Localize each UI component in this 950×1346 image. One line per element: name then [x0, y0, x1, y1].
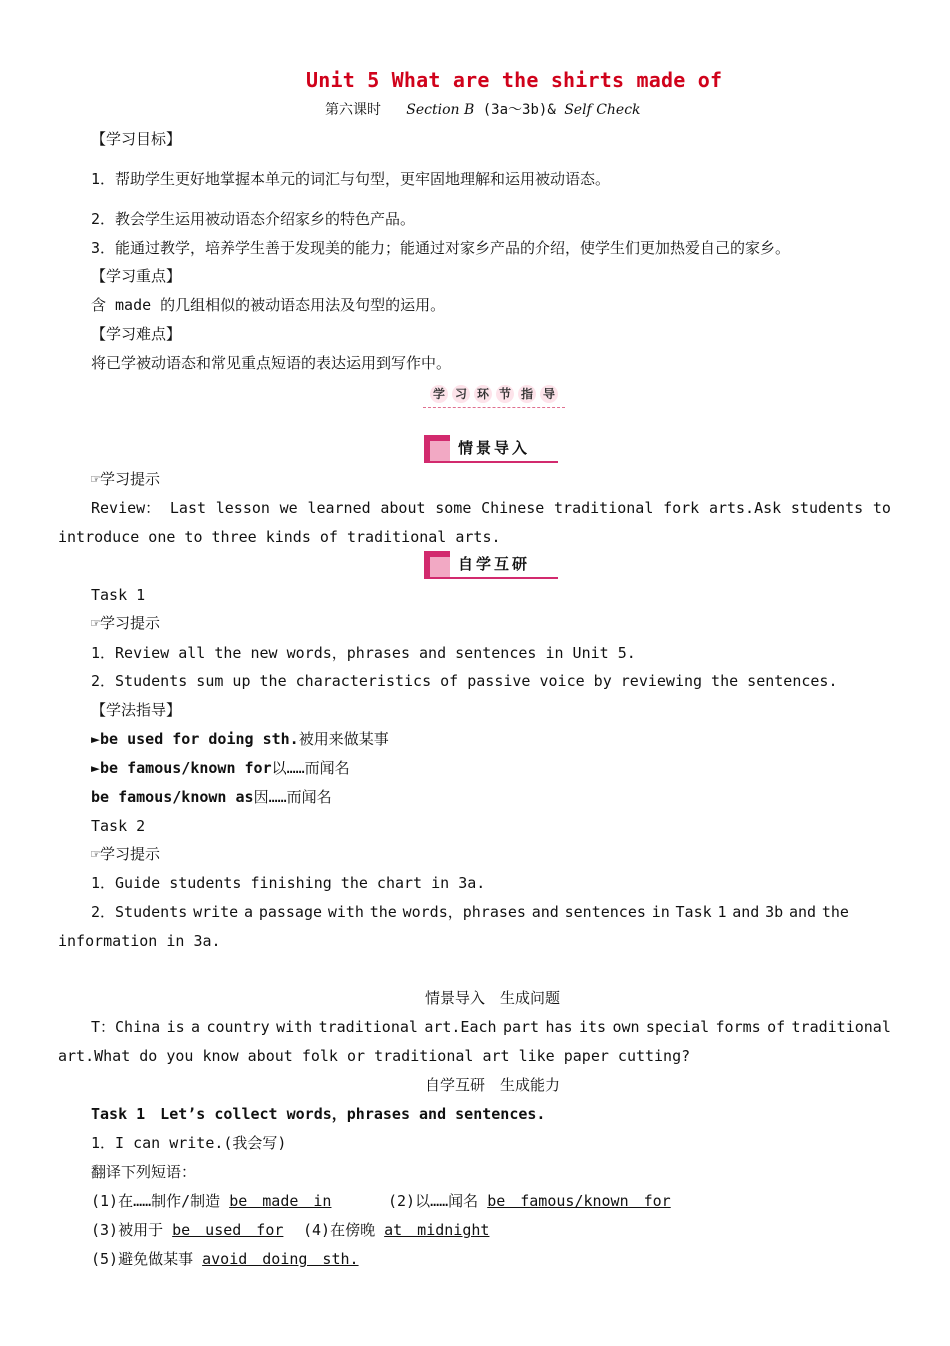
word: learned	[307, 499, 371, 517]
word: forms	[715, 1018, 761, 1036]
task2-tip: ☞学习提示	[91, 845, 161, 863]
teacher-line-2: art.What do you know about folk or traditional art like paper cutting?	[58, 1047, 691, 1065]
phrase-3-cn: (3)被用于	[91, 1221, 164, 1239]
word: 1	[717, 903, 727, 921]
objective-3: 3．能通过教学，培养学生善于发现美的能力；能通过对家乡产品的介绍，使学生们更加热爱自己的家乡。	[91, 239, 791, 257]
objectives-heading: 【学习目标】	[91, 130, 182, 148]
intro-tip: ☞学习提示	[91, 470, 161, 488]
method-2-en: ►be famous/known for	[91, 759, 272, 777]
word: arts.Ask	[708, 499, 782, 517]
task1-label: Task 1	[91, 586, 146, 604]
phrase-2-answer: be famous/known for	[487, 1192, 671, 1210]
phrase-5-answer: avoid doing sth.	[202, 1250, 359, 1268]
objective-2: 2．教会学生运用被动语态介绍家乡的特色产品。	[91, 210, 416, 228]
section-square-icon	[424, 435, 450, 461]
phrase-row-3	[91, 1220, 283, 1240]
phrase-row-4	[303, 1220, 489, 1240]
word: Last	[169, 499, 207, 517]
word: traditional	[791, 1018, 891, 1036]
banner-char: 习	[452, 385, 470, 403]
word: special	[645, 1018, 710, 1036]
phrase-1-answer: be made in	[229, 1192, 332, 1210]
subtitle-cn: 第六课时	[325, 102, 381, 118]
word: we	[279, 499, 298, 517]
banner-char: 导	[540, 385, 558, 403]
word: Task	[675, 903, 712, 921]
phrase-row-1	[91, 1191, 331, 1211]
review-line-1	[91, 498, 891, 518]
task1-item-2: 2．Students sum up the characteristics of passive voice by reviewing the sentences.	[91, 672, 838, 690]
word: write	[193, 903, 239, 921]
word: traditional	[318, 1018, 418, 1036]
task2-item-1: 1．Guide students finishing the chart in 3a.	[91, 874, 486, 892]
word: a	[244, 903, 254, 921]
method-1	[91, 729, 389, 749]
word: T：China	[91, 1018, 161, 1036]
word: in	[651, 903, 670, 921]
phrase-1-cn: (1)在……制作/制造	[91, 1192, 221, 1210]
word: the	[369, 903, 397, 921]
word: has	[545, 1018, 573, 1036]
banner-char: 节	[496, 385, 514, 403]
word: its	[578, 1018, 607, 1036]
word: with	[276, 1018, 313, 1036]
word: Review：	[91, 499, 161, 517]
task2-item-2-line-2: information in 3a.	[58, 932, 221, 950]
word: about	[380, 499, 426, 517]
key-points-text: 含 made 的几组相似的被动语态用法及句型的运用。	[91, 296, 446, 314]
subtitle-check: Self Check	[564, 102, 641, 118]
phrase-3-answer: be used for	[172, 1221, 284, 1239]
word: lesson	[215, 499, 270, 517]
method-1-en: ►be used for doing sth.	[91, 730, 299, 748]
word: traditional	[554, 499, 654, 517]
word: is	[166, 1018, 185, 1036]
part-self-task1: Task 1 Let’s collect words，phrases and sentences.	[91, 1105, 546, 1123]
method-heading: 【学法指导】	[91, 701, 182, 719]
word: art.Each	[424, 1018, 497, 1036]
document-title: Unit 5 What are the shirts made of	[306, 68, 723, 92]
banner-char: 学	[430, 385, 448, 403]
word: own	[612, 1018, 640, 1036]
part-intro-heading: 情景导入 生成问题	[424, 989, 560, 1007]
task2-item-2-line-1	[91, 902, 849, 922]
word: to	[872, 499, 891, 517]
method-3-en: be famous/known as	[91, 788, 254, 806]
task2-label: Task 2	[91, 817, 146, 835]
method-2-cn: 以……而闻名	[271, 759, 350, 777]
difficulties-text: 将已学被动语态和常见重点短语的表达运用到写作中。	[91, 354, 452, 372]
word: part	[502, 1018, 540, 1036]
section-label: 情景导入	[458, 439, 531, 457]
task1-tip: ☞学习提示	[91, 614, 161, 632]
teacher-line-1	[91, 1017, 891, 1037]
word: 2．Students	[91, 903, 188, 921]
phrase-4-answer: at midnight	[384, 1221, 490, 1239]
section-header-self-study	[424, 551, 558, 579]
difficulties-heading: 【学习难点】	[91, 325, 182, 343]
word: a	[191, 1018, 201, 1036]
banner-char: 指	[518, 385, 536, 403]
method-3	[91, 787, 332, 807]
banner-char: 环	[474, 385, 492, 403]
word: the	[821, 903, 849, 921]
section-header-intro	[424, 435, 558, 463]
word: sentences	[564, 903, 646, 921]
translate-instruction: 翻译下列短语：	[91, 1163, 197, 1181]
word: with	[327, 903, 364, 921]
method-2	[91, 758, 350, 778]
key-points-heading: 【学习重点】	[91, 267, 182, 285]
section-square-icon	[424, 551, 450, 577]
subtitle-range: (3a～3b)&	[482, 102, 556, 118]
subtitle-section: Section B	[406, 102, 475, 118]
objective-1: 1．帮助学生更好地掌握本单元的词汇与句型，更牢固地理解和运用被动语态。	[91, 170, 611, 188]
learning-guide-banner	[423, 381, 565, 408]
word: and	[732, 903, 760, 921]
word: Chinese	[481, 499, 545, 517]
phrase-row-5	[91, 1249, 359, 1269]
word: and	[531, 903, 559, 921]
review-line-2: introduce one to three kinds of traditional arts.	[58, 528, 501, 546]
part-self-heading: 自学互研 生成能力	[424, 1076, 560, 1094]
phrase-row-2	[388, 1191, 671, 1211]
phrase-5-cn: (5)避免做某事	[91, 1250, 194, 1268]
word: words，phrases	[402, 903, 526, 921]
part-self-item-1: 1．I can write.(我会写)	[91, 1134, 287, 1152]
word: and	[788, 903, 817, 921]
method-3-cn: 因……而闻名	[253, 788, 332, 806]
word: passage	[258, 903, 323, 921]
word: fork	[663, 499, 700, 517]
section-label: 自学互研	[458, 555, 531, 573]
phrase-2-cn: (2)以……闻名	[388, 1192, 479, 1210]
method-1-cn: 被用来做某事	[298, 730, 389, 748]
word: country	[206, 1018, 270, 1036]
word: 3b	[765, 903, 784, 921]
word: students	[790, 499, 864, 517]
word: some	[435, 499, 472, 517]
task1-item-1: 1．Review all the new words，phrases and sentences in Unit 5.	[91, 644, 636, 662]
word: of	[767, 1018, 786, 1036]
lesson-subtitle	[325, 100, 641, 120]
phrase-4-cn: (4)在傍晚	[303, 1221, 376, 1239]
